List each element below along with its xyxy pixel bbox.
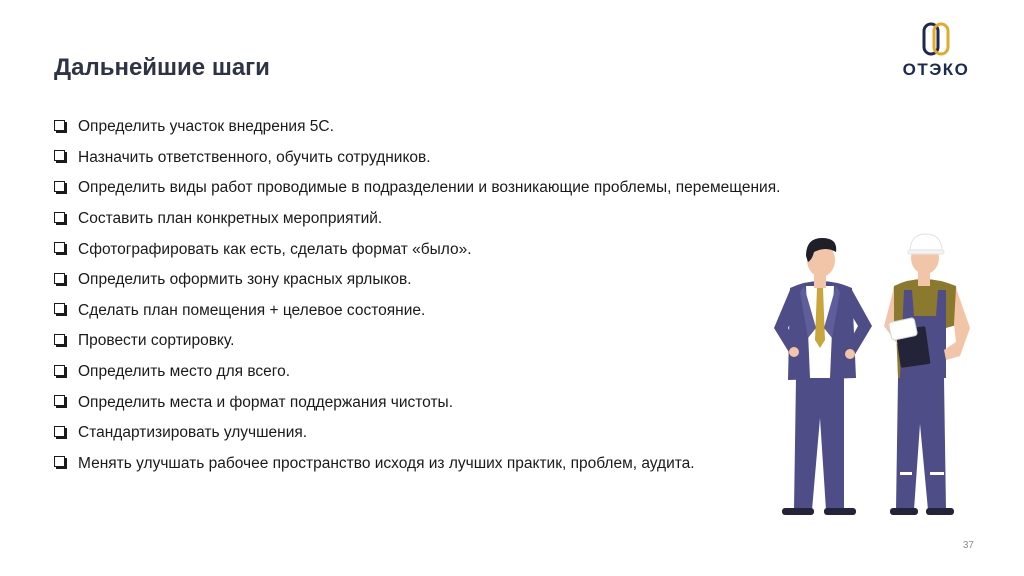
list-item <box>52 234 780 265</box>
step-text: Менять улучшать рабочее пространство исходя из лучших практик, проблем, аудита. <box>78 454 695 472</box>
step-text: Определить место для всего. <box>78 363 291 381</box>
step-text: Провести сортировку. <box>78 332 235 350</box>
step-text: Определить участок внедрения 5С. <box>78 118 334 136</box>
checkbox-bullet-icon <box>54 181 65 192</box>
company-logo <box>896 22 976 82</box>
list-item <box>52 143 780 174</box>
logo-text: ОТЭКО <box>902 60 970 79</box>
checkbox-bullet-icon <box>54 334 65 345</box>
step-text: Сфотографировать как есть, сделать формат «было». <box>78 240 472 258</box>
slide-title: Дальнейшие шаги <box>54 54 270 81</box>
step-text: Определить виды работ проводимые в подразделении и возникающие проблемы, перемещения. <box>78 179 781 197</box>
list-item <box>52 449 780 480</box>
checkbox-bullet-icon <box>54 150 65 161</box>
step-text: Определить места и формат поддержания чистоты. <box>78 393 454 411</box>
steps-list <box>52 112 780 479</box>
step-text: Составить план конкретных мероприятий. <box>78 210 383 228</box>
checkbox-bullet-icon <box>54 365 65 376</box>
list-item <box>52 418 780 449</box>
list-item <box>52 173 780 204</box>
step-text: Сделать план помещения + целевое состояние. <box>78 301 426 319</box>
list-item <box>52 326 780 357</box>
checkbox-bullet-icon <box>54 426 65 437</box>
logo-mark-icon <box>921 22 951 58</box>
checkbox-bullet-icon <box>54 120 65 131</box>
checkbox-bullet-icon <box>54 273 65 284</box>
checkbox-bullet-icon <box>54 242 65 253</box>
list-item <box>52 357 780 388</box>
worker-illustration-icon <box>884 234 970 515</box>
businessman-illustration-icon <box>774 238 872 515</box>
checkbox-bullet-icon <box>54 395 65 406</box>
people-illustration <box>760 228 980 525</box>
checkbox-bullet-icon <box>54 212 65 223</box>
list-item <box>52 112 780 143</box>
list-item <box>52 387 780 418</box>
checkbox-bullet-icon <box>54 303 65 314</box>
page-number: 37 <box>962 540 974 551</box>
checkbox-bullet-icon <box>54 456 65 467</box>
list-item <box>52 296 780 327</box>
step-text: Назначить ответственного, обучить сотрудников. <box>78 148 431 166</box>
list-item <box>52 265 780 296</box>
step-text: Определить оформить зону красных ярлыков. <box>78 271 412 289</box>
step-text: Стандартизировать улучшения. <box>78 424 308 442</box>
list-item <box>52 204 780 235</box>
